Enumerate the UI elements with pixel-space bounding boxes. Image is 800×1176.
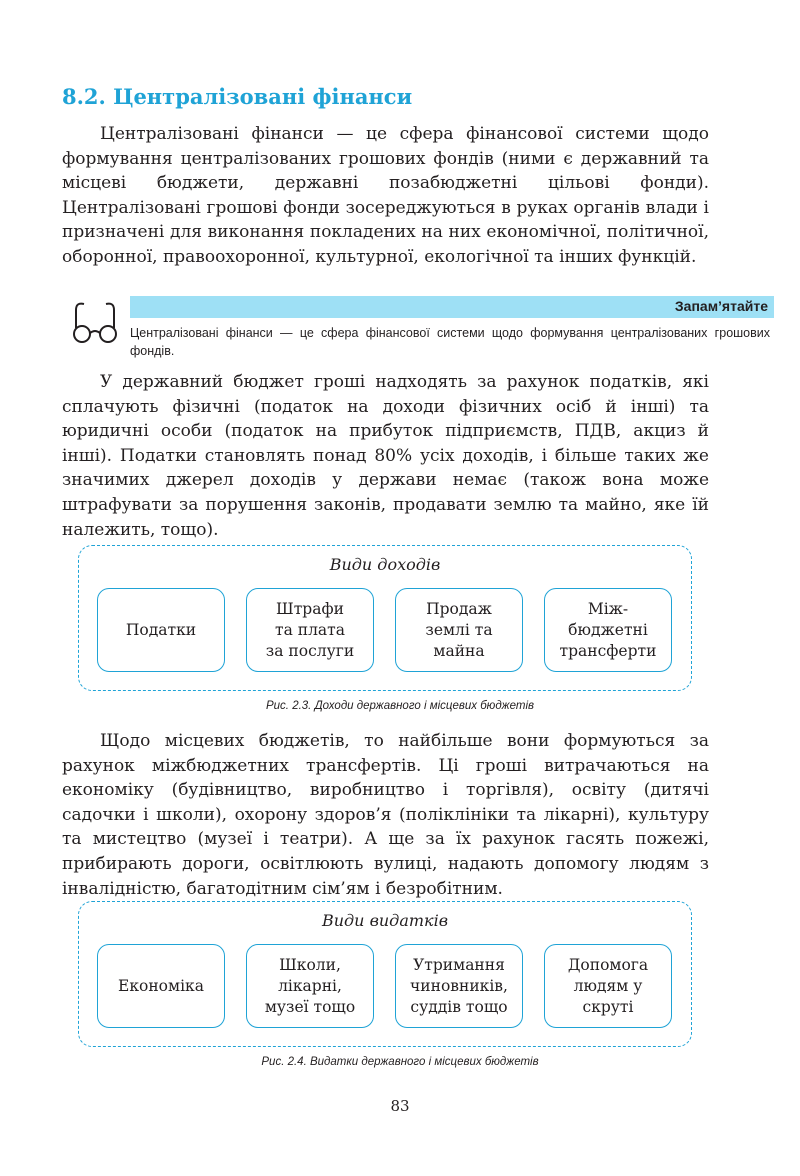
- diagram-title: Види доходів: [329, 555, 441, 574]
- expense-box-officials: Утримання чиновників, суддів тощо: [395, 944, 523, 1028]
- paragraph-centralized-finance: Централізовані фінанси — це сфера фінансової системи щодо формування централізованих грошових фондів (ними є державний та місцеві бюджети, державні позабюджетні цільові фонди). Централізовані грошові фонди зосереджуються в руках органів влади і призначені для виконання покладених на них економічної, політичної, оборонної, правоохоронної, культурної, екологічної та інших функцій.: [62, 124, 709, 267]
- diagram-title: Види видатків: [321, 911, 449, 930]
- remember-header-bar: [130, 296, 774, 318]
- figure-caption: Рис. 2.3. Доходи державного і місцевих бюджетів: [265, 700, 534, 712]
- income-types-diagram: [78, 545, 692, 691]
- expense-box-economy: Економіка: [97, 944, 225, 1028]
- remember-title: Запам’ятайте: [674, 298, 768, 314]
- income-box-transfers: Між- бюджетні трансферти: [544, 588, 672, 672]
- figure-caption: Рис. 2.4. Видатки державного і місцевих бюджетів: [261, 1056, 539, 1068]
- income-box-taxes: Податки: [97, 588, 225, 672]
- expense-box-aid: Допомога людям у скруті: [544, 944, 672, 1028]
- income-box-land-sale: Продаж землі та майна: [395, 588, 523, 672]
- glasses-icon: [66, 298, 124, 344]
- section-heading: 8.2. Централізовані фінанси: [62, 84, 413, 109]
- paragraph-state-budget: У державний бюджет гроші надходять за рахунок податків, які сплачують фізичні (податок на доходи фізичних осіб й інші) та юридичні особи (податок на прибуток підприємств, ПДВ, акциз й інші). Податки становлять понад 80% усіх доходів, і більше таких же значимих джерел доходів у держави немає (також вона може штрафувати за порушення законів, продавати землю та майно, яке їй належить, тощо).: [62, 372, 709, 540]
- expense-types-diagram: [78, 901, 692, 1047]
- income-box-fines: Штрафи та плата за послуги: [246, 588, 374, 672]
- paragraph-local-budgets: Щодо місцевих бюджетів, то найбільше вони формуються за рахунок міжбюджетних трансфертів. Ці гроші витрачаються на економіку (будівництво, виробництво і торгівля), освіту (дитячі садочки і школи), охорону здоров’я (поліклініки та лікарні), культуру та мистецтво (музеї і театри). А ще за їх рахунок гасять пожежі, прибирають дороги, освітлюють вулиці, надають допомогу людям з інвалідністю, багатодітним сім’ям і безробітним.: [62, 731, 709, 899]
- remember-definition: Централізовані фінанси — це сфера фінансової системи щодо формування централізованих грошових фондів.: [130, 326, 770, 358]
- page-number: 83: [390, 1097, 410, 1115]
- remember-block: [66, 294, 770, 360]
- expense-box-schools: Школи, лікарні, музеї тощо: [246, 944, 374, 1028]
